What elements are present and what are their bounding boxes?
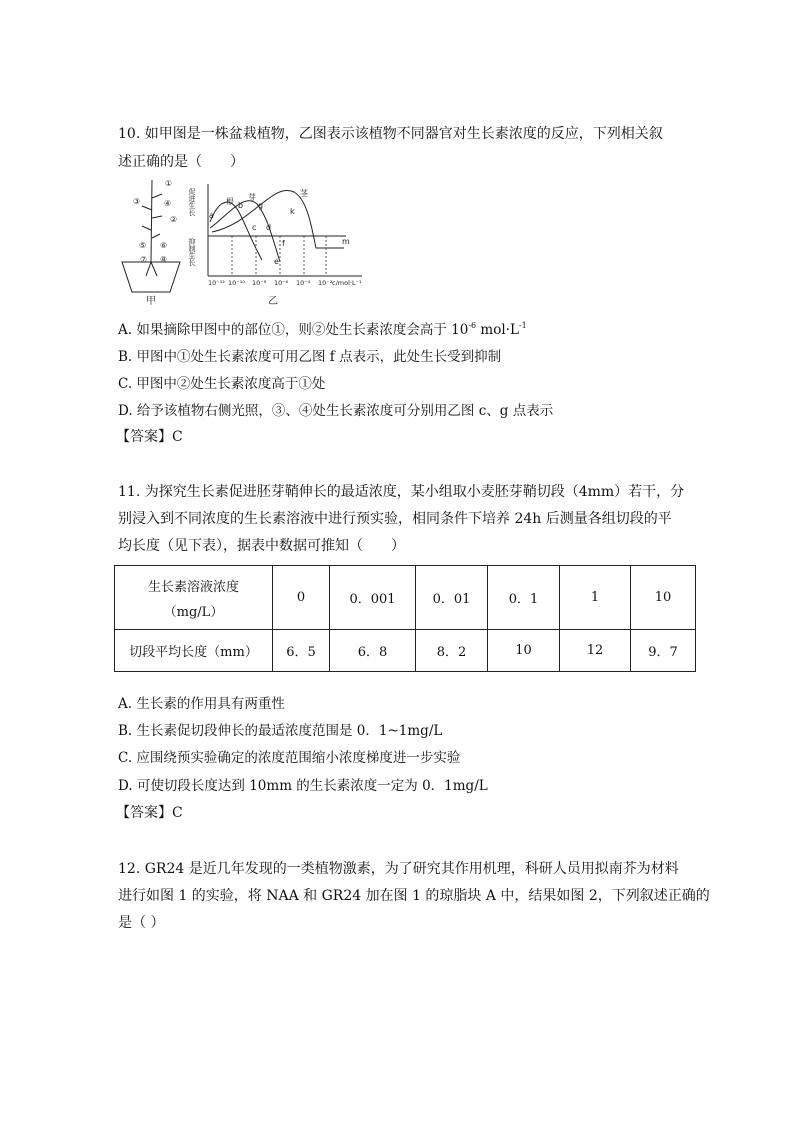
plant-label-3: ③ [133, 197, 141, 206]
table-cell: 1 [560, 566, 631, 630]
q11-option-b: B. 生长素促切段伸长的最适浓度范围是 0．1~1mg/L [118, 723, 443, 739]
table-cell: 0 [273, 566, 330, 630]
table-cell: 8．2 [416, 630, 488, 672]
x-tick-4: 10⁻⁶ [274, 279, 289, 287]
point-k: k [290, 207, 295, 216]
plant-label-2: ② [170, 215, 178, 224]
q10-answer: 【答案】C [116, 429, 183, 445]
table-cell: 9．7 [631, 630, 696, 672]
q11-answer: 【答案】C [116, 805, 183, 821]
plant-label-8: ⑧ [160, 255, 168, 264]
y-label-top: 促进生长 [188, 188, 196, 216]
table-row [115, 630, 696, 672]
point-g: g [258, 201, 264, 210]
plant-caption: 甲 [146, 296, 156, 307]
x-tick-3: 10⁻⁸ [252, 279, 267, 287]
x-tick-1: 10⁻¹² [208, 279, 225, 287]
q12-stem-line2: 进行如图 1 的实验，将 NAA 和 GR24 加在图 1 的琼脂块 A 中，结果如图 2，下列叙述正确的 [118, 888, 710, 904]
point-c: c [252, 223, 257, 232]
y-label-bottom: 抑制生长 [188, 238, 196, 266]
table-cell: 10 [631, 566, 696, 630]
q11-stem-line3: 均长度（见下表），据表中数据可推知（ ） [118, 538, 405, 554]
point-b: b [238, 201, 244, 210]
point-a: a [209, 211, 214, 220]
point-f: f [282, 239, 285, 248]
table-cell: 6．8 [330, 630, 416, 672]
table-cell: 6．5 [273, 630, 330, 672]
table-cell: 10 [488, 630, 560, 672]
plant-label-1: ① [165, 179, 173, 188]
q10-option-a: A. 如果摘除甲图中的部位①，则②处生长素浓度会高于 $10^{-6}$ $mol\cdot L^{-1}$ [118, 321, 527, 338]
curve-label-stem: 茎 [300, 189, 308, 198]
x-tick-6: 10⁻² [318, 279, 333, 287]
plant-label-4: ④ [164, 199, 172, 208]
x-tick-5: 10⁻⁴ [296, 279, 311, 287]
point-d: d [266, 223, 272, 232]
plant-label-5: ⑤ [139, 241, 147, 250]
table-row [115, 566, 696, 630]
plant-label-7: ⑦ [140, 255, 148, 264]
curve-label-root: 根 [226, 197, 234, 206]
q11-stem-line1: 11. 为探究生长素促进胚芽鞘伸长的最适浓度，某小组取小麦胚芽鞘切段（4mm）若干，分 [118, 484, 685, 500]
plant-label-6: ⑥ [160, 241, 168, 250]
graph-caption: 乙 [268, 296, 278, 307]
table-cell: 0．01 [416, 566, 488, 630]
plant-diagram [122, 180, 180, 292]
table-cell: 0．001 [330, 566, 416, 630]
q10-stem-line2: 述正确的是（ ） [118, 154, 244, 170]
q11-stem-line2: 别浸入到不同浓度的生长素溶液中进行预实验，相同条件下培养 24h 后测量各组切段的平 [118, 511, 672, 527]
x-unit: c/mol·L⁻¹ [332, 279, 362, 287]
q11-option-c: C. 应围绕预实验确定的浓度范围缩小浓度梯度进一步实验 [118, 750, 461, 766]
q10-figure [112, 176, 382, 310]
x-tick-2: 10⁻¹⁰ [228, 279, 245, 287]
q12-stem-line3: 是（ ） [118, 915, 165, 931]
q11-option-a: A. 生长素的作用具有两重性 [118, 696, 285, 712]
table-head-length: 切段平均长度（mm） [115, 630, 273, 672]
point-e: e [274, 257, 279, 266]
q10-option-d: D. 给予该植物右侧光照，③、④处生长素浓度可分别用乙图 c、g 点表示 [118, 403, 554, 419]
q11-option-d: D. 可使切段长度达到 10mm 的生长素浓度一定为 0．1mg/L [118, 778, 488, 794]
table-cell: 12 [560, 630, 631, 672]
table-head-concentration: 生长素溶液浓度 （mg/L） [115, 566, 273, 630]
q12-stem-line1: 12. GR24 是近几年发现的一类植物激素，为了研究其作用机理，科研人员用拟南芥为材料 [118, 861, 679, 877]
q10-stem-line1: 10. 如甲图是一株盆栽植物，乙图表示该植物不同器官对生长素浓度的反应，下列相关叙 [118, 126, 663, 142]
table-cell: 0．1 [488, 566, 560, 630]
point-m: m [342, 237, 350, 246]
q11-data-table [114, 565, 696, 672]
q10-option-c: C. 甲图中②处生长素浓度高于①处 [118, 376, 326, 392]
q10-option-b: B. 甲图中①处生长素浓度可用乙图 f 点表示，此处生长受到抑制 [118, 349, 502, 365]
curve-label-bud: 芽 [248, 193, 256, 202]
